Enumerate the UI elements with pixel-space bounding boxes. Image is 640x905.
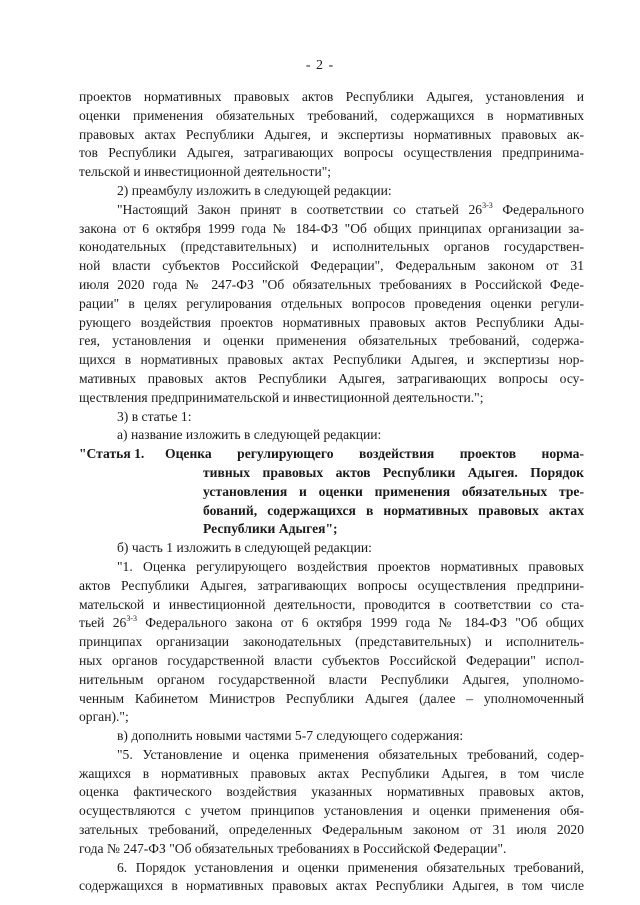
article-title-line: тивных правовых актов Республики Адыгея. Порядок (203, 464, 584, 480)
text-line (79, 144, 584, 163)
article-title-line: Республики Адыгея"; (203, 521, 338, 537)
text-line (79, 840, 584, 859)
text-line (79, 783, 584, 802)
line-text: рующего воздействия проектов нормативных правовых актов Республики Ады- (79, 314, 584, 330)
text-line (79, 877, 584, 896)
text-line (79, 314, 584, 333)
text-line (79, 727, 584, 746)
text-line (79, 370, 584, 389)
line-text: 3) в статье 1: (117, 408, 192, 424)
line-text: тов Республики Адыгея, затрагивающих вопросы осуществления предпринима- (79, 145, 584, 161)
article-label: "Статья 1. (79, 446, 145, 462)
text-line (79, 163, 584, 182)
paragraph-group-amendments (79, 539, 584, 896)
line-text-after: Федерального закона от 6 октября 1999 года № 184-ФЗ "Об общих (136, 615, 584, 631)
text-line (79, 708, 584, 727)
line-text: оценка фактического воздействия указанных нормативных правовых актов, (79, 784, 584, 800)
superscript: 3-3 (482, 200, 493, 210)
text-line (79, 332, 584, 351)
text-line (79, 614, 584, 633)
line-text: орган)."; (79, 709, 129, 725)
text-line (79, 859, 584, 878)
text-line (79, 577, 584, 596)
text-line (79, 802, 584, 821)
article-heading-line (79, 445, 584, 464)
text-line (79, 633, 584, 652)
text-line (79, 690, 584, 709)
line-text: ной власти субъектов Российской Федерации", Федеральным законом от 31 (79, 258, 584, 274)
text-line (79, 671, 584, 690)
line-text: жащихся в нормативных правовых актах Республики Адыгея, в том числе (79, 765, 584, 781)
text-line (79, 652, 584, 671)
line-text: ществления предпринимательской и инвестиционной деятельности."; (79, 389, 484, 405)
line-text: тельской и инвестиционной деятельности"; (79, 164, 332, 180)
line-text: принципах организации законодательных (представительных) и исполнитель- (79, 634, 584, 650)
text-line (79, 88, 584, 107)
line-text: рации" в целях регулирования отдельных вопросов проведения оценки регули- (79, 295, 584, 311)
line-text: проектов нормативных правовых актов Республики Адыгея, установления и (79, 89, 584, 104)
line-text: нительным органом государственной власти Республики Адыгея, уполномо- (79, 671, 584, 687)
text-line (79, 596, 584, 615)
line-text: содержащихся в нормативных правовых актах Республики Адыгея, в том числе (79, 878, 584, 894)
line-text: мательской и инвестиционной деятельности, проводится в соответствии со ста- (79, 596, 584, 612)
body-text (79, 88, 584, 896)
text-line (79, 276, 584, 295)
line-text: в) дополнить новыми частями 5-7 следующего содержания: (117, 728, 464, 744)
superscript: 3-3 (126, 614, 137, 624)
line-text: года № 247-ФЗ "Об обязательных требованиях в Российской Федерации". (79, 840, 507, 856)
article-title-line: бований, содержащихся в нормативных правовых актах (203, 502, 584, 518)
line-text: 2) преамбулу изложить в следующей редакции: (117, 182, 392, 198)
article-title-first-line: Оценка регулирующего воздействия проектов норма- (165, 446, 584, 462)
text-line (79, 126, 584, 145)
line-text: а) название изложить в следующей редакции: (117, 427, 382, 443)
line-text: тьей 26 (79, 615, 127, 631)
text-line (79, 821, 584, 840)
line-text: "Настоящий Закон принят в соответствии со статьей 26 (117, 201, 483, 217)
text-line (79, 220, 584, 239)
text-line (79, 389, 584, 408)
line-text: мативных правовых актов Республики Адыгея, затрагивающих вопросы осу- (79, 370, 584, 386)
text-line (79, 351, 584, 370)
line-text: ных органов государственной власти субъектов Российской Федерации" испол- (79, 652, 584, 668)
paragraph-group-preamble (79, 88, 584, 445)
text-line (79, 257, 584, 276)
text-line (79, 746, 584, 765)
line-text: оценки применения обязательных требований, содержащихся в нормативных (79, 107, 584, 123)
text-line (79, 539, 584, 558)
text-line (79, 107, 584, 126)
line-text: закона от 6 октября 1999 года № 184-ФЗ "Об общих принципах организации за- (79, 220, 584, 236)
article-title-line: установления и оценки применения обязательных тре- (203, 483, 584, 499)
text-line (79, 408, 584, 427)
line-text: конодательных (представительных) и исполнительных органов государствен- (79, 239, 584, 255)
page-number: - 2 - (305, 58, 335, 73)
line-text: щихся в нормативных правовых актах Республики Адыгея, и экспертизы нор- (79, 352, 584, 368)
line-text: июля 2020 года № 247-ФЗ "Об обязательных требованиях в Российской Феде- (79, 276, 584, 292)
line-text: "1. Оценка регулирующего воздействия проектов нормативных правовых (117, 558, 584, 574)
line-text: б) часть 1 изложить в следующей редакции: (117, 540, 372, 556)
text-line (79, 182, 584, 201)
text-line (79, 201, 584, 220)
line-text: актов Республики Адыгея, затрагивающих вопросы осуществления предприни- (79, 577, 584, 593)
text-line (79, 238, 584, 257)
line-text: "5. Установление и оценка применения обязательных требований, содер- (117, 746, 584, 762)
line-text: осуществляются с учетом принципов установления и оценки применения обя- (79, 803, 584, 819)
line-text: зательных требований, определенных Федеральным законом от 31 июля 2020 (79, 822, 584, 838)
line-text: 6. Порядок установления и оценки применения обязательных требований, (117, 859, 584, 875)
text-line (79, 765, 584, 784)
text-line (79, 558, 584, 577)
line-text-after: Федерального (492, 201, 584, 217)
line-text: гея, установления и оценки применения обязательных требований, содержа- (79, 333, 584, 349)
line-text: ченным Кабинетом Министров Республики Адыгея (далее – уполномоченный (79, 690, 584, 706)
line-text: правовых актах Республики Адыгея, и экспертизы нормативных правовых ак- (79, 126, 584, 142)
text-line (79, 426, 584, 445)
text-line (79, 295, 584, 314)
